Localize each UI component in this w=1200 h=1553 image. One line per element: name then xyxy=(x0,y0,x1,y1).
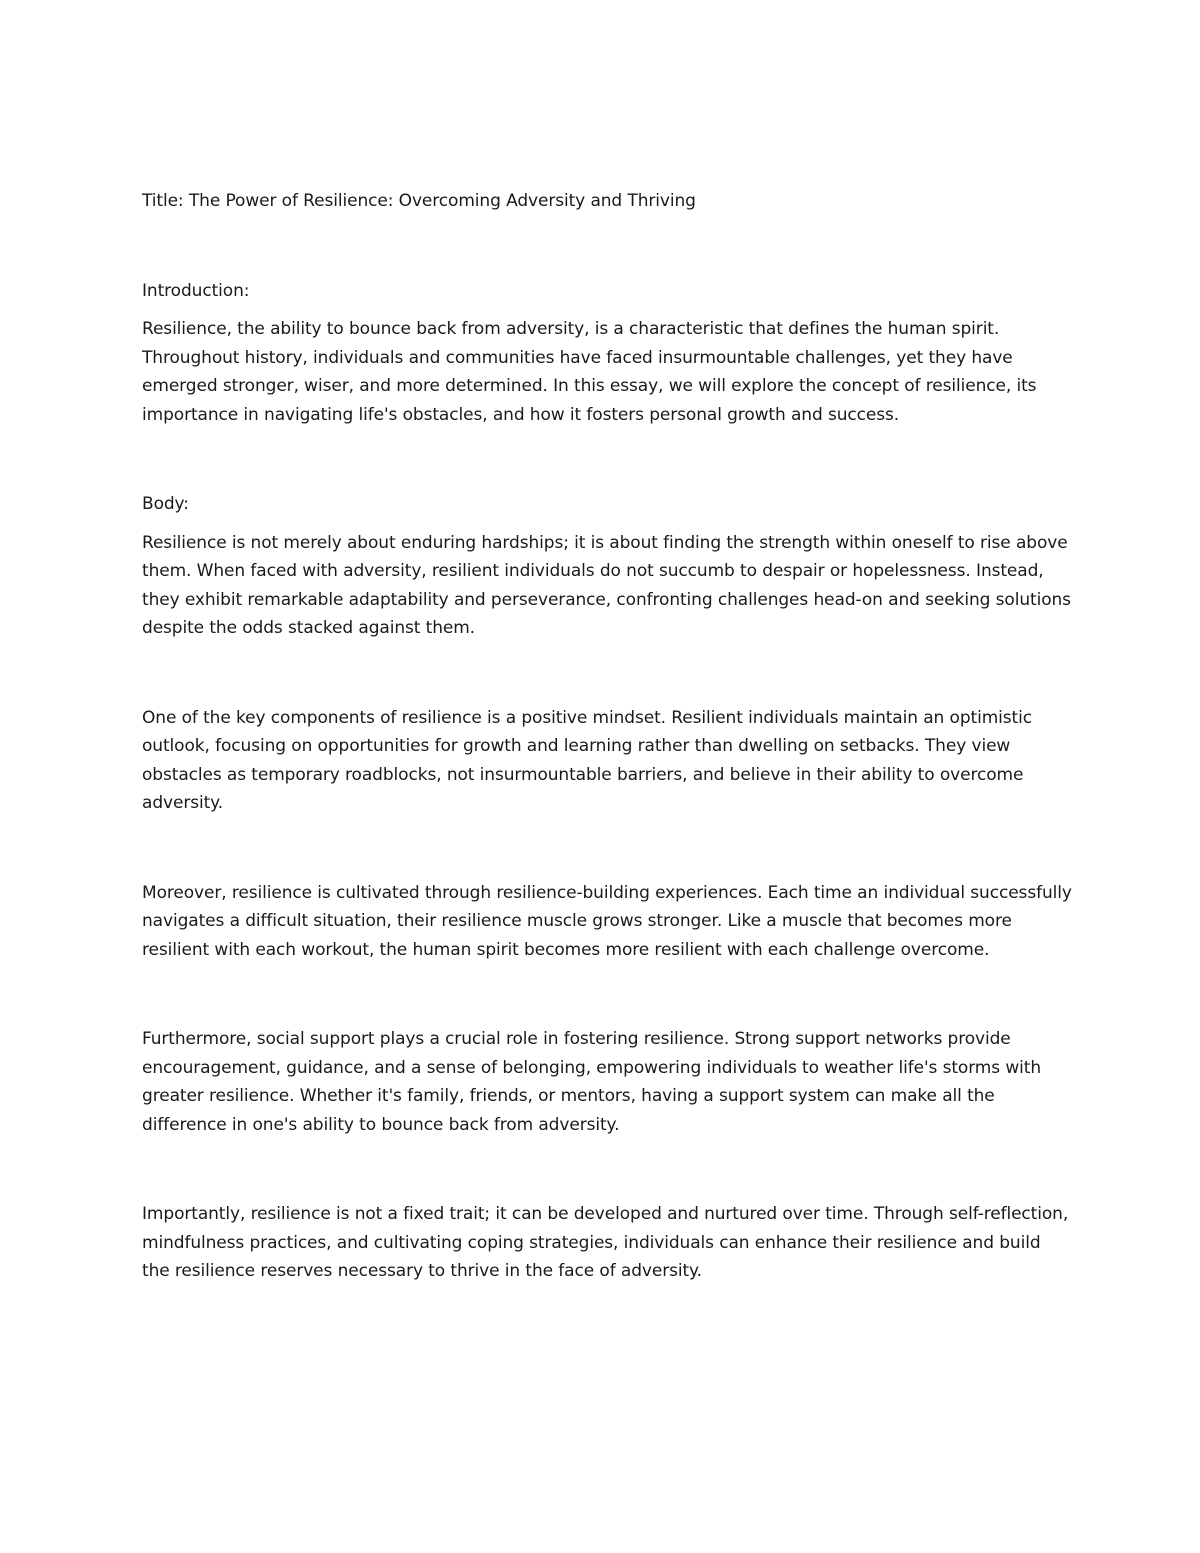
document-content xyxy=(142,187,1072,1347)
body-paragraph-1: Resilience is not merely about enduring hardships; it is about finding the strength within oneself to rise above them. When faced with adversity, resilient individuals do not succumb to despair or hopelessness. Instead, they exhibit remarkable adaptability and perseverance, confronting challenges head-on and seeking solutions despite the odds stacked against them. xyxy=(142,532,1071,638)
body-paragraph-4: Furthermore, social support plays a crucial role in fostering resilience. Strong support networks provide encouragement, guidance, and a sense of belonging, empowering individuals to weather life's storms with greater resilience. Whether it's family, friends, or mentors, having a support system can make all the difference in one's ability to bounce back from adversity. xyxy=(142,1029,1041,1135)
introduction-heading: Introduction: xyxy=(142,280,250,301)
body-paragraph-5: Importantly, resilience is not a fixed trait; it can be developed and nurtured over time. Through self-reflection, mindfulness practices, and cultivating coping strategies, individuals can enhance their resilience and build the resilience reserves necessary to thrive in the face of adversity. xyxy=(142,1204,1069,1281)
body-paragraph-2: One of the key components of resilience is a positive mindset. Resilient individuals maintain an optimistic outlook, focusing on opportunities for growth and learning rather than dwelling on setbacks. They view obstacles as temporary roadblocks, not insurmountable barriers, and believe in their ability to overcome adversity. xyxy=(142,707,1032,813)
introduction-paragraph: Resilience, the ability to bounce back from adversity, is a characteristic that defines the human spirit. Throughout history, individuals and communities have faced insurmountable challenges, yet they have emerged stronger, wiser, and more determined. In this essay, we will explore the concept of resilience, its importance in navigating life's obstacles, and how it fosters personal growth and success. xyxy=(142,319,1037,425)
body-heading: Body: xyxy=(142,494,189,514)
document-title: Title: The Power of Resilience: Overcoming Adversity and Thriving xyxy=(142,191,696,211)
body-paragraph-3: Moreover, resilience is cultivated through resilience-building experiences. Each time an individual successfully navigates a difficult situation, their resilience muscle grows stronger. Like a muscle that becomes more resilient with each workout, the human spirit becomes more resilient with each challenge overcome. xyxy=(142,882,1072,960)
